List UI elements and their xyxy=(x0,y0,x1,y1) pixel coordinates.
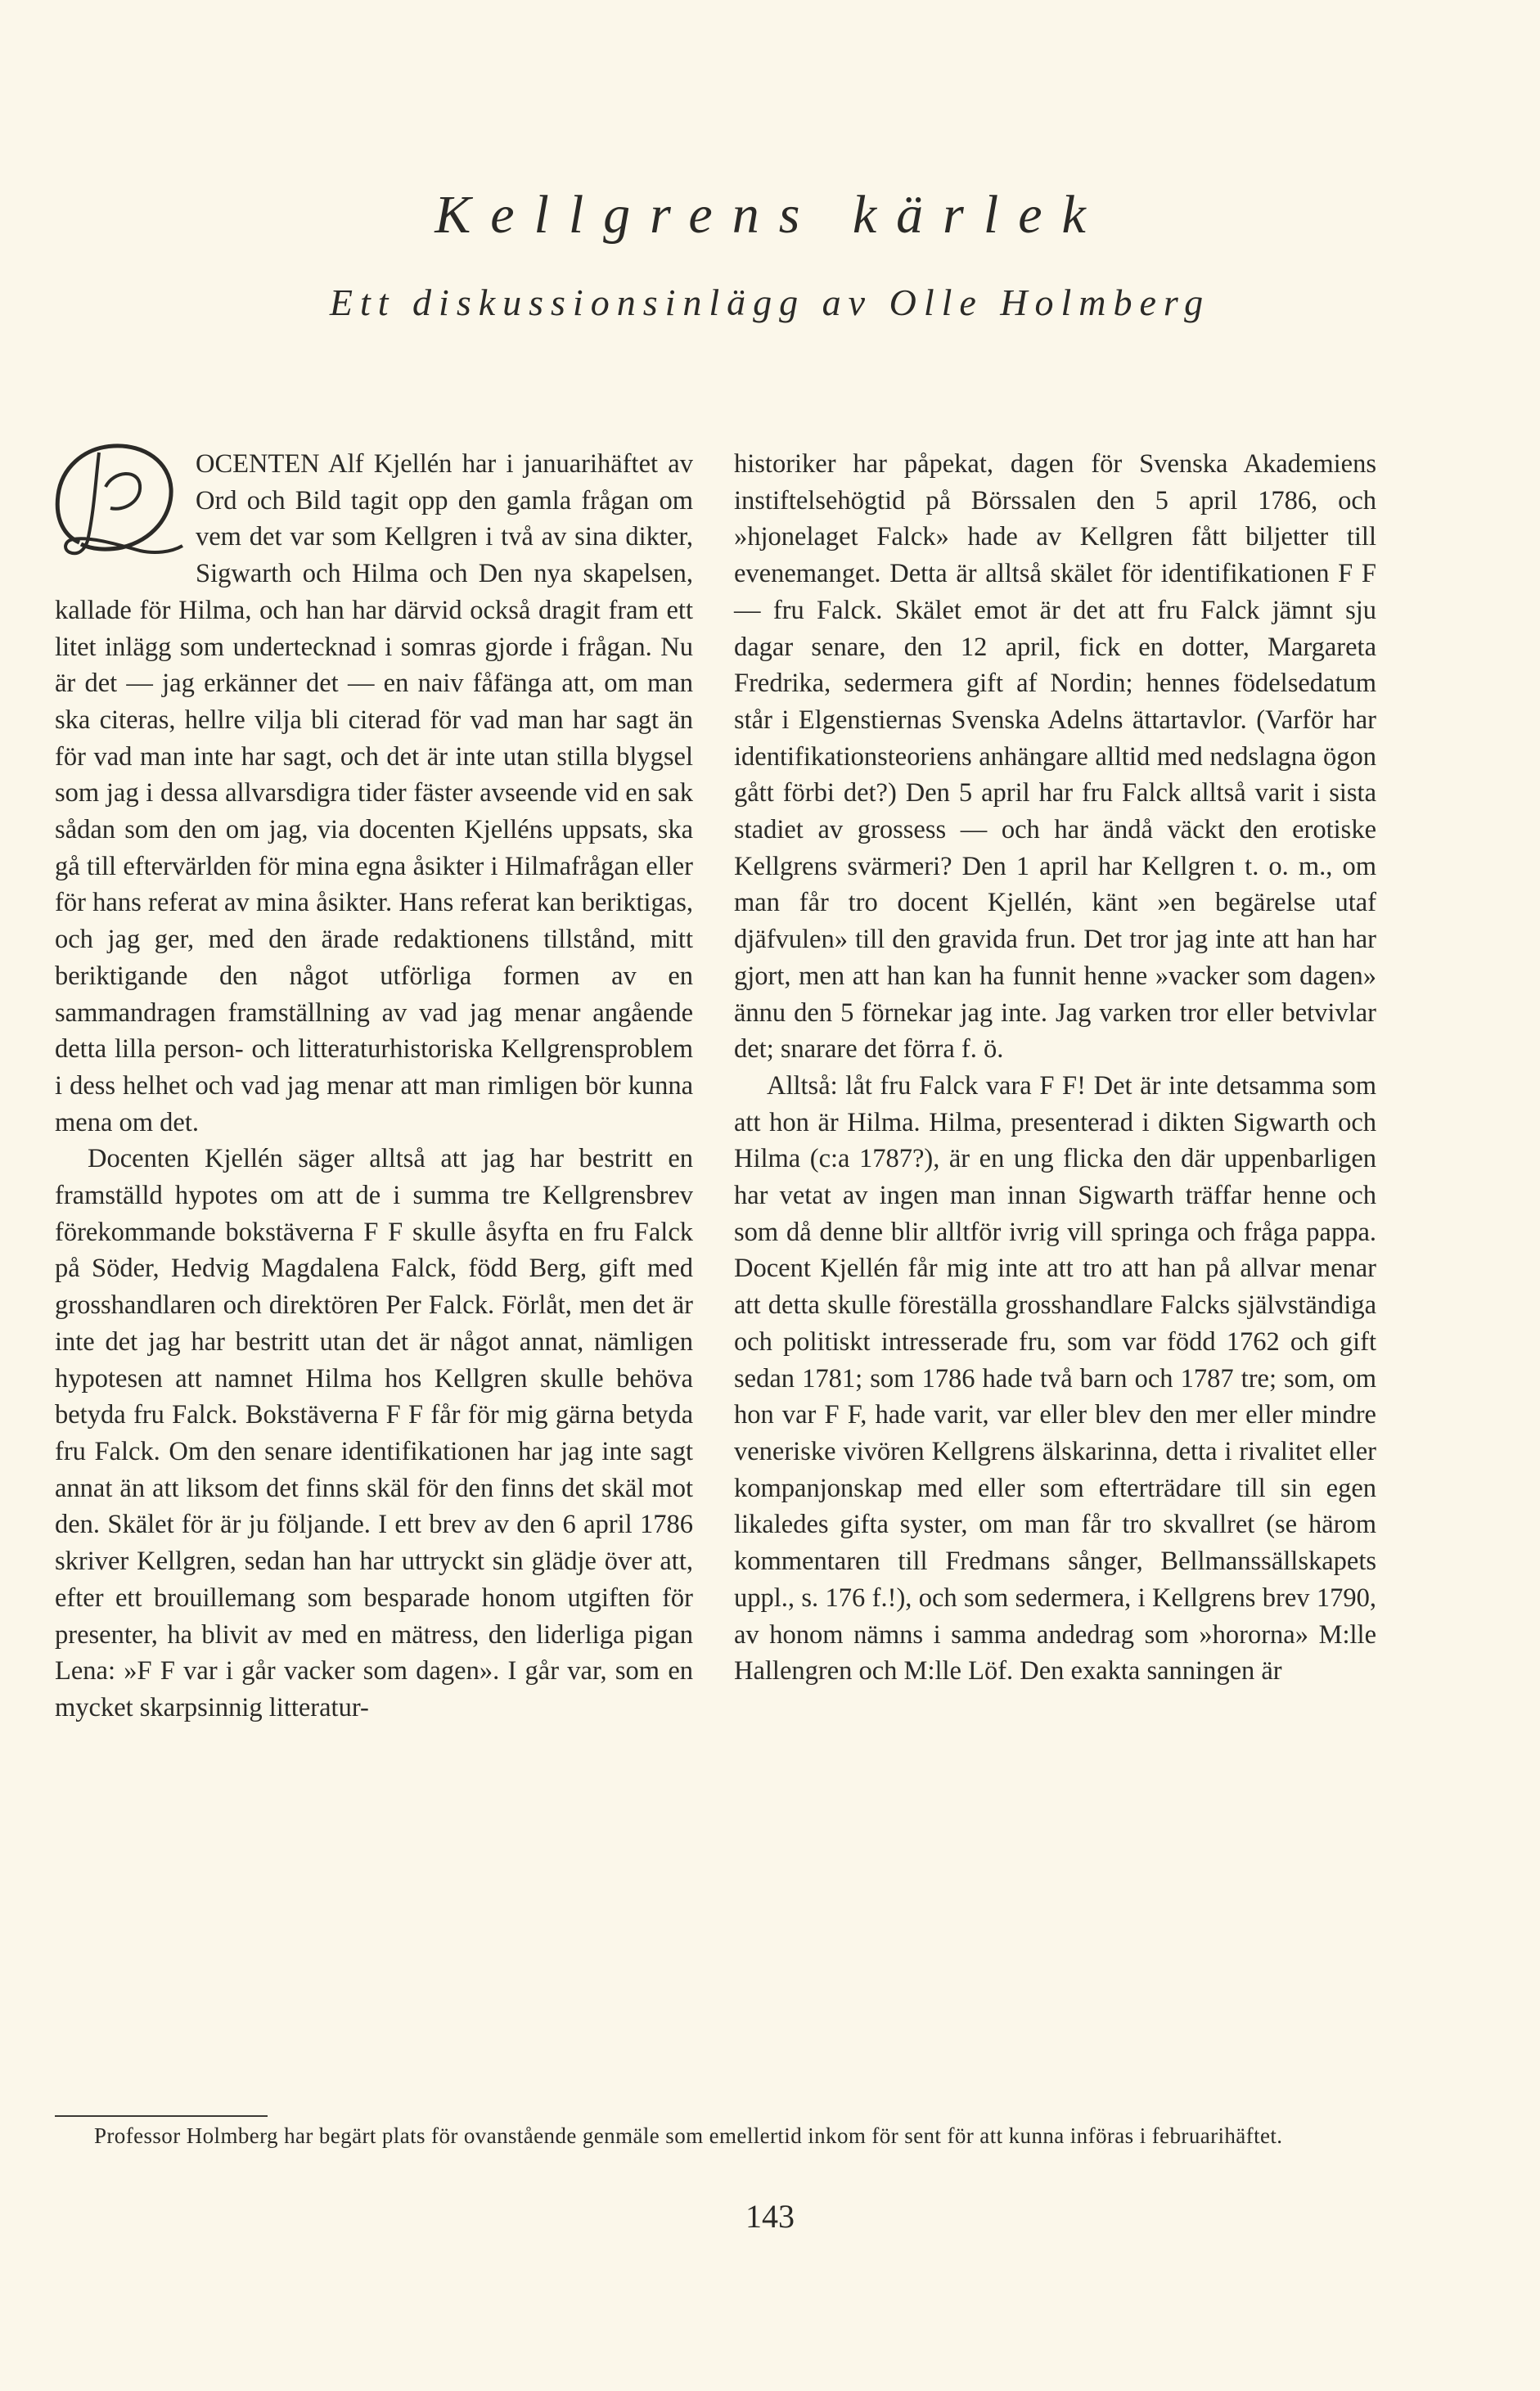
article-subtitle: Ett diskussionsinlägg av Olle Holmberg xyxy=(329,281,1211,323)
right-paragraph-1: historiker har påpekat, dagen för Svenska Akademiens instiftelsehögtid på Börssalen den 5 april 1786, och »hjonelaget Falck» hade av Kellgren fått biljetter till evenemanget. Detta är alltså skälet för identifikationen F F — fru Falck. Skälet emot är det att fru Falck jämnt sju dagar senare, den 12 april, fick en dotter, Margareta Fredrika, sedermera gift af Nordin; hennes födelsedatum står i Elgenstiernas Svenska Adelns ättartavlor. (Varför har identifikationsteoriens anhängare alltid med nedslagna ögon gått förbi det?) Den 5 april har fru Falck alltså varit i sista stadiet av grossess — och har ändå väckt den erotiske Kellgrens svärmeri? Den 1 april har Kellgren t. o. m., om man får tro docent Kjellén, känt »en begärelse utaf djäfvulen» till den gravida frun. Det tror jag inte att han har gjort, men att han kan ha funnit henne »vacker som dagen» ännu den 5 förnekar jag inte. Jag varken tror eller betvivlar det; snarare det förra f. ö. xyxy=(734,449,1376,1065)
right-column xyxy=(734,446,1376,1690)
right-paragraph-2: Alltså: låt fru Falck vara F F! Det är inte detsamma som att hon är Hilma. Hilma, presenterad i dikten Sigwarth och Hilma (c:a 1787?), är en ung flicka den där uppenbarligen har vetat av ingen man innan Sigwarth träffar henne och som då denne blir alltför ivrig vill springa och fråga pappa. Docent Kjellén får mig inte att tro att han på allvar menar att detta skulle föreställa grosshandlare Falcks självständiga och politiskt intresserade fru, som var född 1762 och gift sedan 1781; som 1786 hade två barn och 1787 tre; som, om hon var F F, hade varit, var eller blev den mer eller mindre veneriske vivören Kellgrens älskarinna, detta i rivalitet eller kompanjonskap med eller som efterträdare till sin egen likaledes gifta syster, om man får tro skvallret (se härom kommentaren till Fredmans sånger, Bellmanssällskapets uppl., s. 176 f.!), och som sedermera, i Kellgrens brev 1790, av honom nämns i samma andedrag som »hororna» M:lle Hallengren och M:lle Löf. Den exakta sanningen är xyxy=(734,1070,1376,1686)
drop-cap-d-icon xyxy=(48,438,187,561)
article-title: Kellgrens kärlek xyxy=(435,185,1105,245)
page-number: 143 xyxy=(745,2198,795,2235)
footnote: Professor Holmberg har begärt plats för ovanstående genmäle som emellertid inkom för sent för att kunna införas i februarihäftet. xyxy=(94,2123,1283,2148)
left-paragraph-2: Docenten Kjellén säger alltså att jag har bestritt en framställd hypotes om att de i summa tre Kellgrensbrev förekommande bokstäverna F F skulle åsyfta en fru Falck på Söder, Hedvig Magdalena Falck, född Berg, gift med grosshandlaren och direktören Per Falck. Förlåt, men det är inte det jag har bestritt utan det är något annat, nämligen hypotesen att namnet Hilma hos Kellgren skulle behöva betyda fru Falck. Bokstäverna F F får för mig gärna betyda fru Falck. Om den senare identifikationen har jag inte sagt annat än att liksom det finns skäl för den finns det skäl mot den. Skälet för är ju följande. I ett brev av den 6 april 1786 skriver Kellgren, sedan han har uttryckt sin glädje över att, efter ett brouillemang som besparade honom utgiften för presenter, ha blivit av med en mätress, den liderliga pigan Lena: »F F var i går vacker som dagen». I går var, som en mycket skarpsinnig litteratur- xyxy=(55,1144,693,1722)
left-paragraph-1: OCENTEN Alf Kjellén har i januarihäftet av Ord och Bild tagit opp den gamla frågan om vem det var som Kellgren i två av sina dikter, Sigwarth och Hilma och Den nya skapelsen, kallade för Hilma, och han har därvid också dragit fram ett litet inlägg som undertecknad i somras gjorde i frågan. Nu är det — jag erkänner det — en naiv fåfänga att, om man ska citeras, hellre vilja bli citerad för vad man har sagt än för vad man inte har sagt, och det är inte utan stilla blygsel som jag i dessa allvarsdigra tider fäster avseende vid en sak sådan som den om jag, via docenten Kjelléns uppsats, ska gå till eftervärlden för mina egna åsikter i Hilmafrågan eller för hans referat av mina åsikter. Hans referat kan beriktigas, och jag ger, med den ärade redaktionens tillstånd, mitt beriktigande den något utförliga formen av en sammandragen framställning av vad jag menar angående detta lilla person- och litteraturhistoriska Kellgrensproblem i dess helhet och vad jag menar att man rimligen bör kunna mena om det. xyxy=(55,449,693,1137)
footnote-rule xyxy=(55,2115,268,2117)
left-column xyxy=(55,446,693,1727)
